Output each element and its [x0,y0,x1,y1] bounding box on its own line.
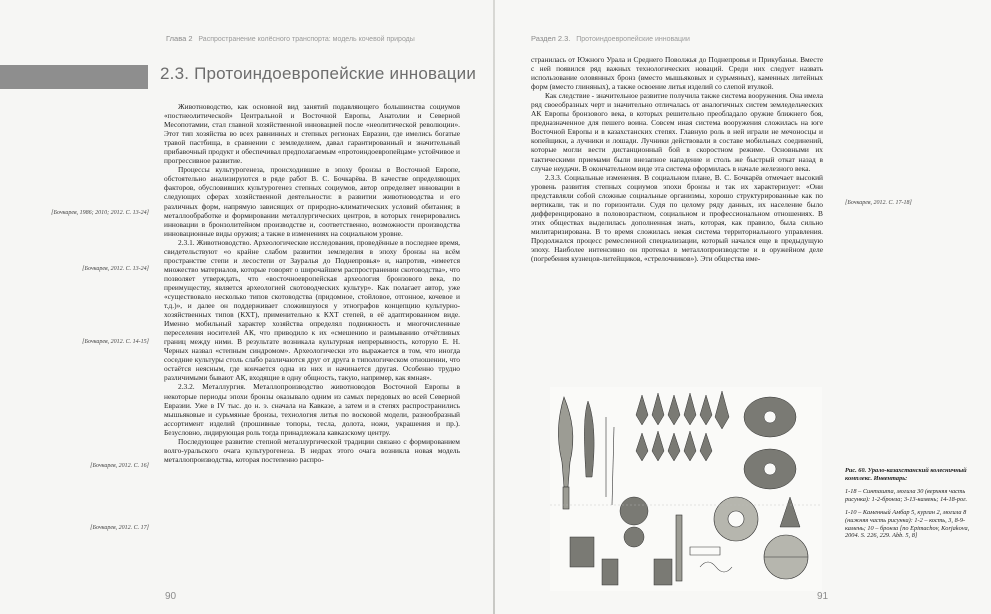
margin-note: [Бочкарев, 2012. С. 17-18] [845,200,912,206]
spearhead-drawing [558,397,573,487]
paragraph: Последующее развитие степной металлургической традиции связано с формированием волго-уральского очага культурогенеза. В недрах этого очага возникла новая модель металлопроизводства, которая постепенно распро- [164,436,460,464]
cheekpieces [744,397,796,489]
knife-drawing [584,401,594,477]
left-page [0,0,493,614]
paragraph: 2.3.3. Социальные изменения. В социальном плане, В. С. Бочкарёв отмечает высокий уровень развития степных социумов эпохи бронзы и так их характеризует: «Они представляли собой сложные социальные организмы, хорошо структурированные как по вертикали, так и по горизонтали. Судя по целому ряду данных, их население было дифференцировано в половозрастном, социальном и профессиональном отношениях. В этих обществах выделилась дополненная знать, которая, как правило, была сильно милитаризирована. В то время сложилась некая система территориального управления. Продолжался процесс ремесленной специализации, который начался еще в предыдущую эпоху. Наиболее интенсивно он протекал в металлопроизводстве и в оружейном деле (погребения кузнецов-литейщиков, «стрелочников»). Эти общества име- [531,172,823,264]
margin-note: [Бочкарев, 2012. С. 16] [90,463,149,469]
paragraph: Как следствие - значительное развитие получила также система вооружения. Она имела ряд своеобразных черт и значительно отличалась от аналогичных систем земледельческих АК Европы бронзового века, в которых решительно преобладало оружие ближнего боя, предназначенное для пешего воина. Совсем иная система вооружения сложилась на юге Восточной Европы и в казахстанских степях. Главную роль в ней играли не мечоносцы и копейщики, а лучники и лошади. Лучники действовали в составе мобильных соединений, которые могли вести дистанционный бой в скоростном режиме. Основными их тактическими приемами были внезапное нападение и столь же быстрый откат назад в случае неудачи. В окончательном виде эта система оформилась в начале железного века. [531,91,823,173]
page-number: 90 [165,591,177,602]
left-body-text [164,102,460,560]
section-title: 2.3. Протоиндоевропейские инновации [160,64,477,83]
paragraph: странилась от Южного Урала и Среднего Поволжья до Поднепровья и Прикубанья. Вместе с ней появился ряд важных технологических новаций. Среди них следует назвать использование оловянных бронз (вместо мышьяковых и сурьмяных), каменных литейных форм (вместо глиняных), а также освоение литья изделий со слепой втулкой. [531,55,823,92]
running-head-title: Распространение колёсного транспорта: модель кочевой природы [198,36,415,43]
right-running-head [531,34,690,43]
spearhead-socket [563,487,569,509]
awl-drawing [612,427,614,505]
figure-caption-part-1: 1-18 – Синташта, могила 30 (верхняя часть рисунка): 1-2-бронза; 3-13-камень; 14-18-рог. [845,488,968,503]
left-running-head [166,34,415,43]
margin-note: [Бочкарев, 2012. С. 14-15] [82,339,149,345]
artifact-drawing [550,387,822,591]
figure-caption-title: Рис. 60. Урало-казахстанский колесничный комплекс. Инвентарь: [845,467,967,482]
artifact-figure [550,387,822,591]
running-head-title: Протоиндоевропейские инновации [576,36,690,43]
paragraph: Процессы культурогенеза, происходившие в эпоху бронзы в Восточной Европе, обстоятельно анализируются в ряде работ В. С. Бочкарёва. В качестве определяющих факторов, обусловивших культурогенез степных социумов, автор определяет инновации в следующих сферах хозяйственной деятельности: в развитии животноводства и его различных форм, напрямую зависящих от природно-климатических условий обитания; в металлообработке и формировании металлургических центров, в которых генерировались инновации в бронзолитейном производстве и, соответственно, возможности производства инновационные виды оружия; а также в изменениях на социальном уровне. [164,165,460,238]
page-number: 91 [817,591,829,602]
margin-note: [Бочкарев, 2012. С. 17] [90,525,149,531]
figure-caption [845,467,983,546]
paragraph: Животноводство, как основной вид занятий подавляющего большинства социумов «постнеолитической» Центральной и Восточной Европы, Анатолии и Северной Месопотамии, стал главной хозяйственной инновацией после «неолитической революции». Этот тип хозяйства во всех равнинных и степных регионах Евразии, где имелись богатые травой пастбища, в сравнении с земледелием, давал гарантированный и значительный прибавочный продукт и обеспечивал предполагаемым «протоиндоевропейцам» устойчивое и прогрессивное развитие. [164,102,460,166]
right-body-text [531,55,823,331]
margin-note: [Бочкарев, 2012. С. 13-24] [82,266,149,272]
section-title-band [0,65,148,89]
paragraph: 2.3.1. Животноводство. Археологические исследования, проведённые в последнее время, свидетельствуют «о крайне слабом развитии земледелия в эпоху бронзы на всём пространстве степи и лесостепи от Зауралья до Поднепровья» и, напротив, «имеется множество материалов, которые говорят о широчайшем распространении скотоводства», что позволяет утверждать, что «восточноевропейская археология бронзового века, по преимуществу, является археологией скотоводческих культур». Как полагает автор, уже «существовало несколько типов скотоводства (придомное, стойловое, отгонное, кочевое и т.д.)», и далее он поддерживает сложившуюся у этнографов концепцию культурно-хозяйственных типов (КХТ), применительно к КХТ степей, в её адаптированном виде. Именно мобильный характер хозяйства определял подвижность и многочисленные переселения носителей АК, что приводило к их «смешению и размыванию отчётливых границ между ними. В результате возникала культурная непрерывность, которую Е. Н. Черных назвал «степным синдромом». Археологически это выражается в том, что иногда соседние культуры столь слабо различаются друг от друга в типологическом отношении, что остаётся неясным, где кончается одна из них и начинается другая. Особенно трудно различимыми бывают АК, входящие в одну общность, такую, например, как ямная». [164,237,460,383]
running-head-chapter: Глава 2 [166,34,193,43]
paragraph: 2.3.2. Металлургия. Металлопроизводство животноводов Восточной Европы в некоторые периоды эпохи бронзы оказывало одним из самых передовых во всей Северной Евразии. Уже в IV тыс. до н. э. сначала на Кавказе, а затем и в степях распространились мышьяковые и сурьмяные бронзы, технология литья по восковой модели, разнообразный ассортимент изделий (прошивные топоры, тесла, долота, ножи, украшения и пр.). Безусловно, лидирующая роль тогда принадлежала кавказскому центру. [164,382,460,437]
figure-caption-part-2: 1-10 – Каменный Амбар 5, курган 2, могила 8 (нижняя часть рисунка): 1-2 – кость, 3, 8-9-камень; 10 – бронза [по Epimachov, Korjakova, 2004. S. 226, 229. Abb. 5, 8] [845,509,970,540]
lower-artifacts [570,497,808,585]
arrowheads-row [636,391,729,461]
margin-note: [Бочкарев, 1986; 2010; 2012. С. 13-24] [51,210,149,216]
running-head-section: Раздел 2.3. [531,34,571,43]
